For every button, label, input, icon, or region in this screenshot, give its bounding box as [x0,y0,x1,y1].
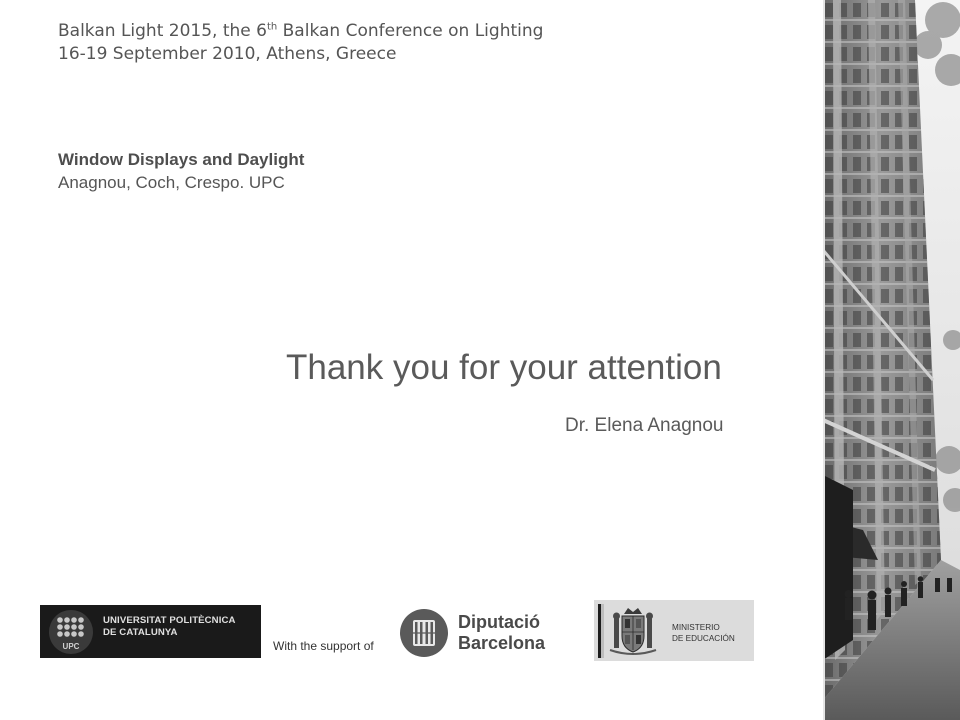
diputacio-name-line2: Barcelona [458,633,546,653]
upc-grid-logo-icon [48,609,94,655]
ministerio-name-line1: MINISTERIO [672,623,720,632]
conference-title-superscript: th [266,21,278,33]
diputacio-name-line1: Diputació [458,612,541,632]
ministerio-logo [594,600,754,661]
ministerio-name-line2: DE EDUCACIÓN [672,634,735,643]
street-building-photo [823,0,960,720]
conference-header [58,20,543,66]
talk-title: Window Displays and Daylight [58,150,305,169]
upc-name [103,615,236,639]
speaker-name: Dr. Elena Anagnou [565,415,724,436]
diputacio-name [458,612,545,654]
conference-title-prefix: Balkan Light 2015, the 6 [58,21,267,41]
thank-you-heading: Thank you for your attention [286,348,722,387]
talk-authors: Anagnou, Coch, Crespo. UPC [58,173,285,192]
ministerio-name [672,622,735,644]
talk-info [58,148,304,194]
conference-title-suffix: Balkan Conference on Lighting [277,21,544,41]
upc-mark-text: UPC [62,642,80,651]
spanish-coat-of-arms-icon [598,604,668,658]
upc-logo [40,605,261,658]
support-label: With the support of [273,639,374,653]
conference-date-location: 16-19 September 2010, Athens, Greece [58,44,397,64]
conference-title-line [58,20,543,43]
diputacio-shield-icon [399,608,449,658]
upc-name-line2: DE CATALUNYA [103,627,178,638]
upc-name-line1: UNIVERSITAT POLITÈCNICA [103,615,236,626]
